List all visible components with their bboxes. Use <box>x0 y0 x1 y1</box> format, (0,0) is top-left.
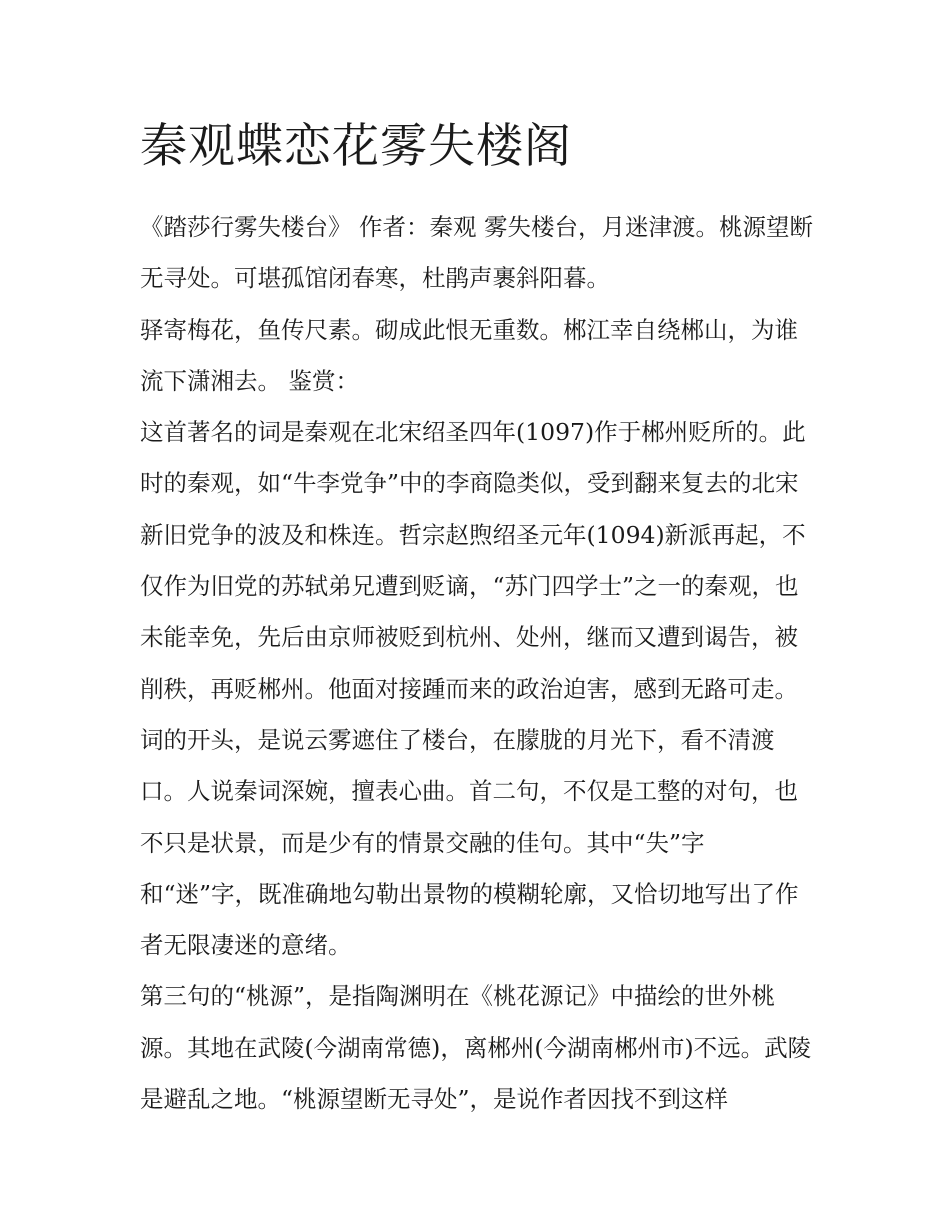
paragraph-poem-part-1: 《踏莎行雾失楼台》 作者：秦观 雾失楼台，月迷津渡。桃源望断无寻处。可堪孤馆闭春寒，杜鹃声裹斜阳暮。 <box>140 213 813 293</box>
paragraph-poem-part-2: 驿寄梅花，鱼传尺素。砌成此恨无重数。郴江幸自绕郴山，为谁流下潇湘去。 鉴赏： <box>140 315 798 395</box>
document-page <box>140 112 820 1125</box>
paragraph-appreciation-2: 第三句的“桃源”，是指陶渊明在《桃花源记》中描绘的世外桃源。其地在武陵(今湖南常德)，离郴州(今湖南郴州市)不远。武陵是避乱之地。“桃源望断无寻处”，是说作者因找不到这样 <box>140 982 812 1114</box>
paragraph-appreciation-1: 这首著名的词是秦观在北宋绍圣四年(1097)作于郴州贬所的。此时的秦观，如“牛李党争”中的李商隐类似，受到翻来复去的北宋新旧党争的波及和株连。哲宗赵煦绍圣元年(1094)新派再起，不仅作为旧党的苏轼弟兄遭到贬谪，“苏门四学士”之一的秦观，也未能幸免，先后由京师被贬到杭州、处州，继而又遭到谒告，被削秩，再贬郴州。他面对接踵而来的政治迫害，感到无路可走。词的开头，是说云雾遮住了楼台，在朦胧的月光下，看不清渡口。人说秦词深婉，擅表心曲。首二句，不仅是工整的对句，也不只是状景，而是少有的情景交融的佳句。其中“失”字和“迷”字，既准确地勾勒出景物的模糊轮廓，又恰切地写出了作者无限凄迷的意绪。 <box>140 418 806 960</box>
document-title: 秦观蝶恋花雾失楼阁 <box>140 119 572 174</box>
